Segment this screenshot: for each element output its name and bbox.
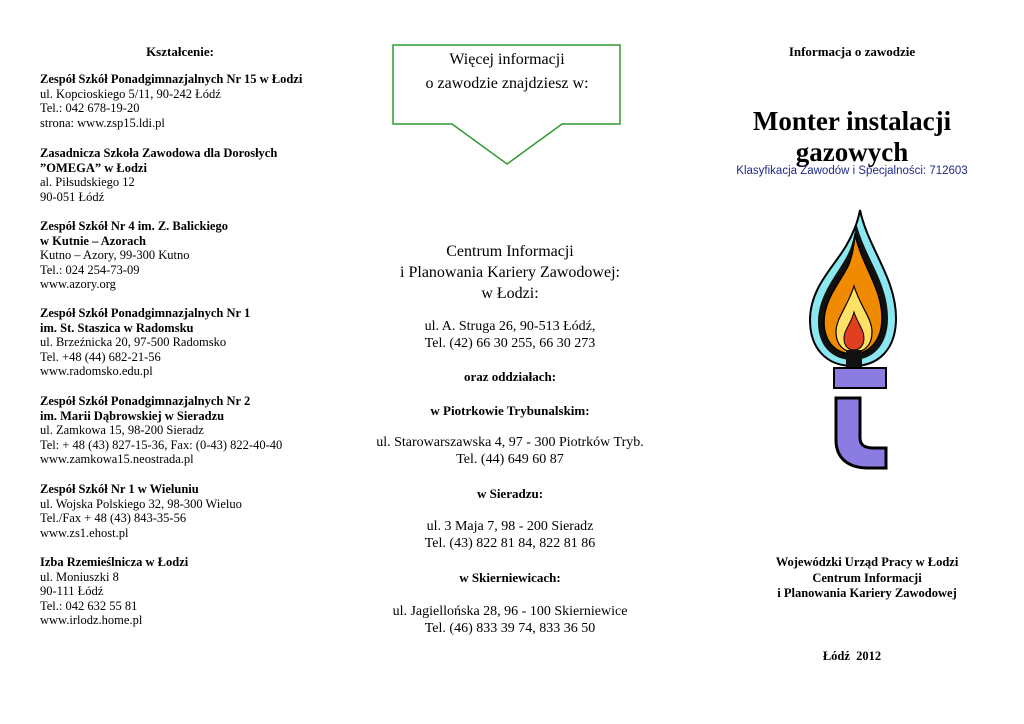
gas-flame-burner-icon [808, 208, 898, 470]
school-name: Zespół Szkół Ponadgimnazjalnych Nr 1 [40, 306, 251, 320]
school-name-cont: ”OMEGA” w Łodzi [40, 160, 147, 175]
school-name: Zespół Szkół Ponadgimnazjalnych Nr 2 [40, 394, 251, 408]
school-name-cont: w Kutnie – Azorach [40, 233, 146, 248]
skierniewice-phone: Tel. (46) 833 39 74, 833 36 50 [424, 621, 596, 636]
branches-label: oraz oddziałach: [463, 369, 557, 384]
school-phone: Tel.: 024 254-73-09 [40, 262, 140, 277]
lodz-phone: Tel. (42) 66 30 255, 66 30 273 [424, 336, 596, 351]
classification-code: Klasyfikacja Zawodów i Specjalności: 712603 [736, 165, 968, 177]
skierniewice-address-block [340, 603, 680, 637]
sieradz-address: ul. 3 Maja 7, 98 - 200 Sieradz [426, 519, 594, 534]
sieradz-phone: Tel. (43) 822 81 84, 822 81 86 [424, 536, 596, 551]
school-phone: Tel.: 042 678-19-20 [40, 101, 140, 116]
school-name-cont: im. Marii Dąbrowskiej w Sieradzu [40, 408, 225, 423]
school-entry-1 [40, 72, 340, 130]
school-address: al. Piłsudskiego 12 [40, 175, 135, 190]
education-heading: Kształcenie: [146, 44, 214, 59]
school-entry-2 [40, 146, 340, 204]
occupation-title-line-1: Monter instalacji [752, 106, 952, 136]
skierniewice-label: w Skierniewicach: [459, 570, 561, 585]
school-address: ul. Wojska Polskiego 32, 98-300 Wieluo [40, 496, 242, 511]
school-phone: Tel.: 042 632 55 81 [40, 598, 138, 613]
school-website: www.azory.org [40, 277, 116, 292]
more-info-line-1: Więcej informacji [449, 51, 565, 68]
career-center-title-line-3: w Łodzi: [481, 285, 539, 302]
publication-date: Łódź 2012 [822, 649, 882, 663]
school-address: ul. Zamkowa 15, 98-200 Sieradz [40, 423, 204, 438]
school-entry-6 [40, 482, 340, 540]
school-website: www.zamkowa15.neostrada.pl [40, 452, 194, 467]
school-name: Zespół Szkół Nr 1 w Wieluniu [40, 482, 199, 496]
school-website: strona: www.zsp15.ldi.pl [40, 115, 165, 130]
school-address: ul. Brzeźnicka 20, 97-500 Radomsko [40, 335, 227, 350]
organization-line-1: Wojewódzki Urząd Pracy w Łodzi [775, 555, 959, 569]
school-name: Zasadnicza Szkoła Zawodowa dla Dorosłych [40, 146, 278, 160]
school-postcode: 90-111 Łódź [40, 584, 104, 599]
lodz-address-block [340, 318, 680, 352]
piotrkow-address: ul. Starowarszawska 4, 97 - 300 Piotrków Tryb. [376, 435, 644, 450]
school-phone: Tel./Fax + 48 (43) 843-35-56 [40, 511, 187, 526]
school-phone: Tel. +48 (44) 682-21-56 [40, 349, 161, 364]
school-postcode: 90-051 Łódź [40, 189, 105, 204]
occupation-title [680, 106, 1024, 168]
school-name: Izba Rzemieślnicza w Łodzi [40, 555, 189, 569]
skierniewice-address: ul. Jagiellońska 28, 96 - 100 Skierniewice [392, 604, 628, 619]
piotrkow-phone: Tel. (44) 649 60 87 [456, 452, 564, 467]
school-phone: Tel: + 48 (43) 827-15-36, Fax: (0-43) 822-40-40 [40, 437, 283, 452]
more-info-arrow-box [392, 44, 622, 166]
school-entry-4 [40, 306, 340, 379]
school-entry-5 [40, 394, 340, 467]
occupation-title-line-2: gazowych [795, 137, 909, 167]
career-center-title-line-2: i Planowania Kariery Zawodowej: [400, 264, 620, 281]
school-address: ul. Kopcioskiego 5/11, 90-242 Łódź [40, 86, 221, 101]
organization-line-3: i Planowania Kariery Zawodowej [777, 586, 957, 600]
sieradz-address-block [340, 518, 680, 552]
school-name: Zespół Szkół Ponadgimnazjalnych Nr 15 w Łodzi [40, 72, 303, 86]
school-address: ul. Moniuszki 8 [40, 569, 119, 584]
sieradz-label: w Sieradzu: [476, 486, 544, 501]
school-name: Zespół Szkół Nr 4 im. Z. Balickiego [40, 219, 228, 233]
organization-block [757, 555, 977, 602]
career-center-title-line-1: Centrum Informacji [446, 243, 574, 260]
school-entry-7 [40, 555, 340, 628]
school-website: www.zs1.ehost.pl [40, 525, 129, 540]
school-website: www.irlodz.home.pl [40, 613, 143, 628]
occupation-info-label: Informacja o zawodzie [788, 44, 916, 59]
piotrkow-label: w Piotrkowie Trybunalskim: [430, 403, 590, 418]
career-center-title [340, 241, 680, 304]
school-address: Kutno – Azory, 99-300 Kutno [40, 248, 190, 263]
more-info-line-2: o zawodzie znajdziesz w: [425, 75, 589, 92]
lodz-address: ul. A. Struga 26, 90-513 Łódź, [424, 319, 596, 334]
organization-line-2: Centrum Informacji [812, 570, 922, 585]
school-name-cont: im. St. Staszica w Radomsku [40, 320, 194, 335]
piotrkow-address-block [340, 434, 680, 468]
school-entry-3 [40, 219, 340, 292]
school-website: www.radomsko.edu.pl [40, 364, 153, 379]
